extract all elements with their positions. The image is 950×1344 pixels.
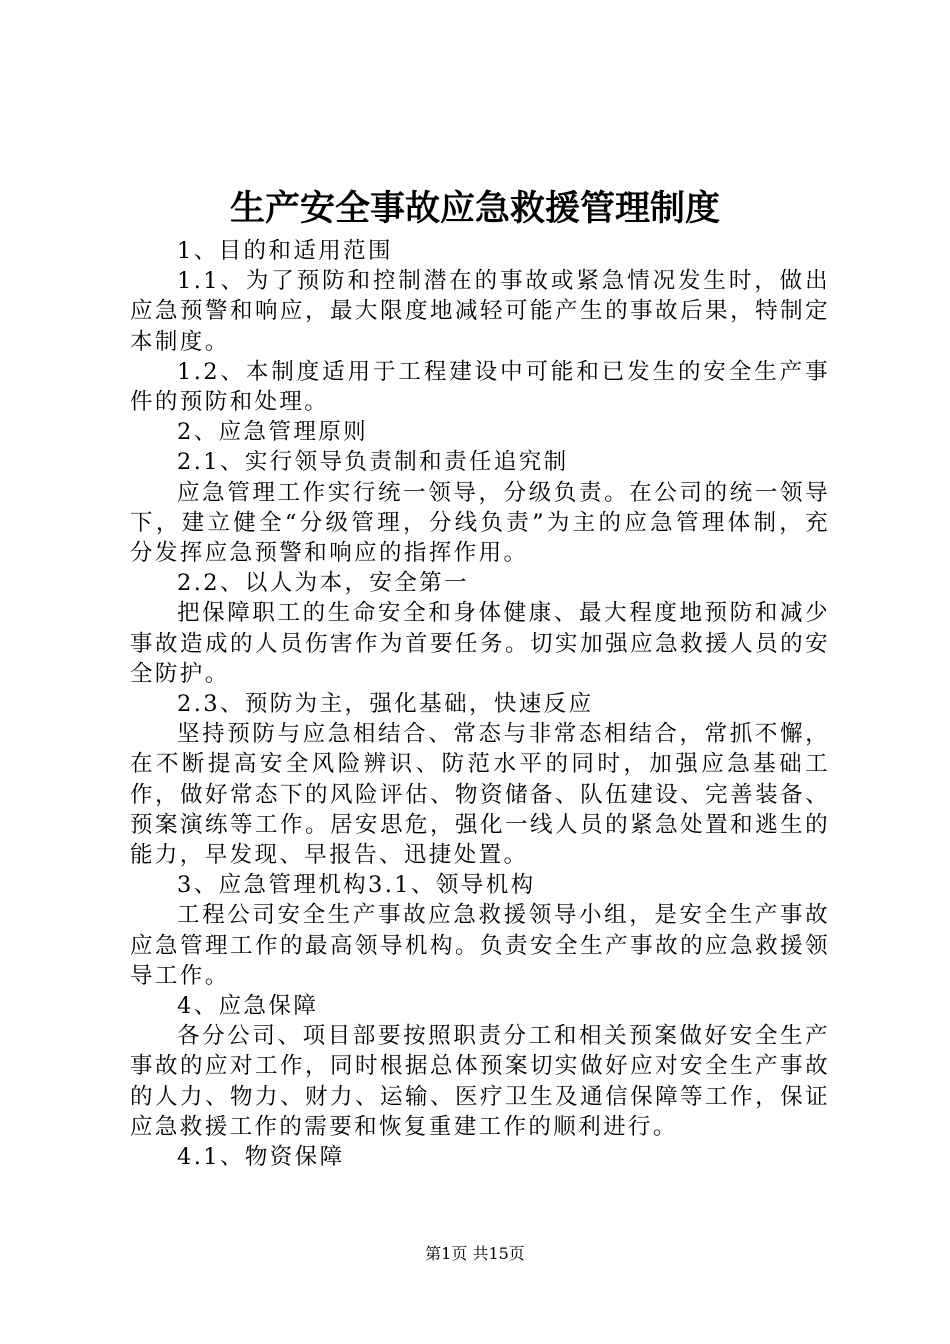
paragraph: 工程公司安全生产事故应急救援领导小组，是安全生产事故应急管理工作的最高领导机构。负责安全生产事故的应急救援领导工作。 — [130, 902, 830, 989]
section-heading: 2、应急管理原则 — [177, 419, 369, 446]
document-body — [130, 236, 830, 1172]
subsection-heading: 2.2、以人为本，安全第一 — [177, 570, 469, 597]
section-heading: 1、目的和适用范围 — [177, 238, 393, 264]
paragraph: 应急管理工作实行统一领导，分级负责。在公司的统一领导下，建立健全“分级管理，分线负责”为主的应急管理体制，充分发挥应急预警和响应的指挥作用。 — [130, 479, 830, 567]
paragraph: 1.2、本制度适用于工程建设中可能和已发生的安全生产事件的预防和处理。 — [130, 358, 830, 416]
subsection-heading: 2.3、预防为主，强化基础，快速反应 — [177, 691, 594, 718]
section-heading: 4、应急保障 — [177, 993, 319, 1020]
subsection-heading: 4.1、物资保障 — [177, 1144, 345, 1171]
document-title: 生产安全事故应急救援管理制度 — [229, 189, 720, 229]
paragraph: 把保障职工的生命安全和身体健康、最大程度地预防和减少事故造成的人员伤害作为首要任务。切实加强应急救援人员的安全防护。 — [130, 600, 830, 687]
subsection-heading: 2.1、实行领导负责制和责任追究制 — [177, 449, 569, 476]
paragraph: 1.1、为了预防和控制潜在的事故或紧急情况发生时，做出应急预警和响应，最大限度地减轻可能产生的事故后果，特制定本制度。 — [130, 268, 830, 355]
paragraph: 坚持预防与应急相结合、常态与非常态相结合，常抓不懈，在不断提高安全风险辨识、防范水平的同时，加强应急基础工作，做好常态下的风险评估、物资储备、队伍建设、完善装备、预案演练等工作。居安思危，强化一线人员的紧急处置和逃生的能力，早发现、早报告、迅捷处置。 — [130, 721, 830, 869]
paragraph: 各分公司、项目部要按照职责分工和相关预案做好安全生产事故的应对工作，同时根据总体预案切实做好应对安全生产事故的人力、物力、财力、运输、医疗卫生及通信保障等工作，保证应急救援工作的需要和恢复重建工作的顺利进行。 — [130, 1023, 830, 1140]
page-number-footer: 第1页 共15页 — [425, 1244, 525, 1263]
section-heading: 3、应急管理机构3.1、领导机构 — [177, 872, 536, 899]
